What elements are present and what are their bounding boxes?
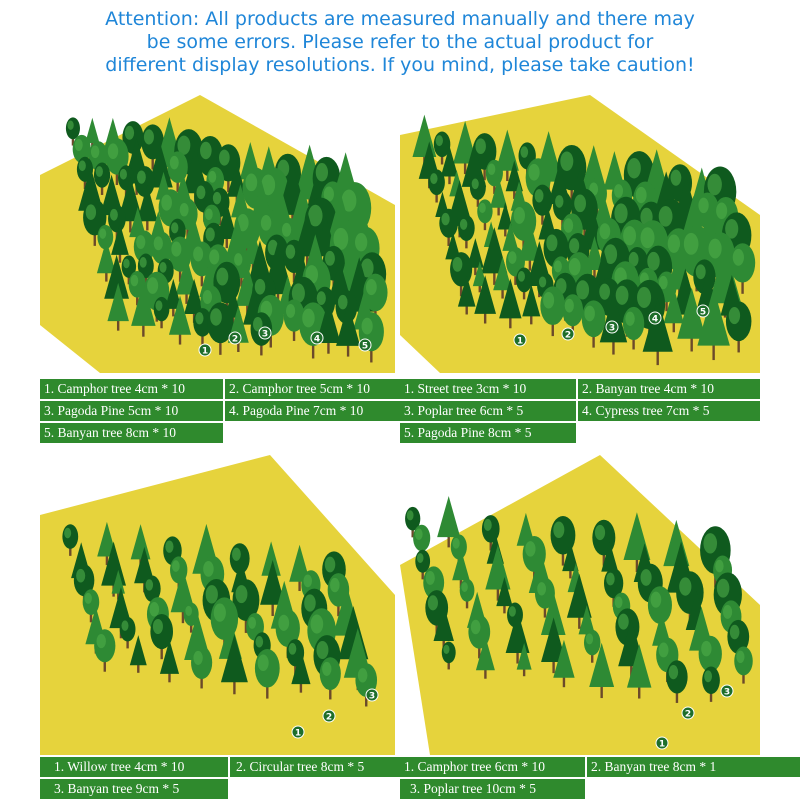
label-cell: 3. Poplar tree 6cm * 5: [400, 401, 576, 421]
svg-text:4: 4: [651, 314, 659, 325]
number-marker: [229, 332, 241, 345]
svg-text:3: 3: [723, 687, 731, 698]
label-cell: 1. Camphor tree 6cm * 10: [400, 757, 585, 777]
svg-text:2: 2: [231, 334, 239, 345]
svg-text:3: 3: [368, 691, 376, 702]
photo-illustration: [40, 95, 395, 373]
svg-text:1: 1: [658, 739, 666, 750]
label-cell: 1. Willow tree 4cm * 10: [40, 757, 228, 777]
label-cell: 3. Banyan tree 9cm * 5: [40, 779, 228, 799]
notice-line: Attention: All products are measured manually and there may: [105, 8, 695, 30]
svg-text:3: 3: [261, 329, 269, 340]
product-label-table-2: [400, 379, 760, 445]
product-label-table-1: [40, 379, 400, 445]
label-cell: 4. Pagoda Pine 7cm * 10: [225, 401, 400, 421]
label-cell: 3. Poplar tree 10cm * 5: [400, 779, 585, 799]
number-marker: [649, 312, 661, 325]
svg-text:4: 4: [313, 334, 321, 345]
number-marker: [366, 689, 378, 702]
number-marker: [359, 339, 371, 352]
photo-illustration: [400, 455, 760, 755]
svg-text:1: 1: [516, 336, 524, 347]
label-cell-empty: [225, 423, 400, 443]
label-cell: 2. Banyan tree 4cm * 10: [578, 379, 760, 399]
label-cell: 1. Street tree 3cm * 10: [400, 379, 576, 399]
label-cell: 1. Camphor tree 4cm * 10: [40, 379, 223, 399]
svg-text:5: 5: [699, 307, 707, 318]
svg-text:5: 5: [361, 341, 369, 352]
notice-line: different display resolutions. If you mind, please take caution!: [105, 54, 695, 76]
number-marker: [311, 332, 323, 345]
svg-text:2: 2: [684, 709, 692, 720]
label-cell: 2. Circular tree 8cm * 5: [230, 757, 400, 777]
label-cell: 4. Cypress tree 7cm * 5: [578, 401, 760, 421]
svg-text:3: 3: [608, 323, 616, 334]
svg-text:2: 2: [325, 712, 333, 723]
number-marker: [292, 726, 304, 739]
attention-notice: [0, 8, 800, 77]
number-marker: [682, 707, 694, 720]
number-marker: [514, 334, 526, 347]
label-cell: 5. Pagoda Pine 8cm * 5: [400, 423, 576, 443]
label-cell-empty: [587, 779, 800, 799]
number-marker: [606, 321, 618, 334]
label-cell: 3. Pagoda Pine 5cm * 10: [40, 401, 223, 421]
product-label-table-4: [400, 757, 800, 799]
model-trees-photo-4: [400, 455, 760, 755]
label-cell: 2. Camphor tree 5cm * 10: [225, 379, 400, 399]
number-marker: [199, 344, 211, 357]
svg-text:2: 2: [564, 330, 572, 341]
number-marker: [721, 685, 733, 698]
notice-line: be some errors. Please refer to the actual product for: [146, 31, 654, 53]
number-marker: [259, 327, 271, 340]
product-label-table-3: [40, 757, 400, 799]
label-cell: 2. Banyan tree 8cm * 1: [587, 757, 800, 777]
model-trees-photo-2: [400, 95, 760, 373]
number-marker: [323, 710, 335, 723]
photo-illustration: [40, 455, 395, 755]
model-trees-photo-1: [40, 95, 395, 373]
number-marker: [562, 328, 574, 341]
model-trees-photo-3: [40, 455, 395, 755]
number-marker: [656, 737, 668, 750]
number-marker: [697, 305, 709, 318]
label-cell: 5. Banyan tree 8cm * 10: [40, 423, 223, 443]
label-cell-empty: [578, 423, 760, 443]
label-cell-empty: [230, 779, 400, 799]
svg-text:1: 1: [201, 346, 209, 357]
svg-text:1: 1: [294, 728, 302, 739]
photo-illustration: [400, 95, 760, 373]
